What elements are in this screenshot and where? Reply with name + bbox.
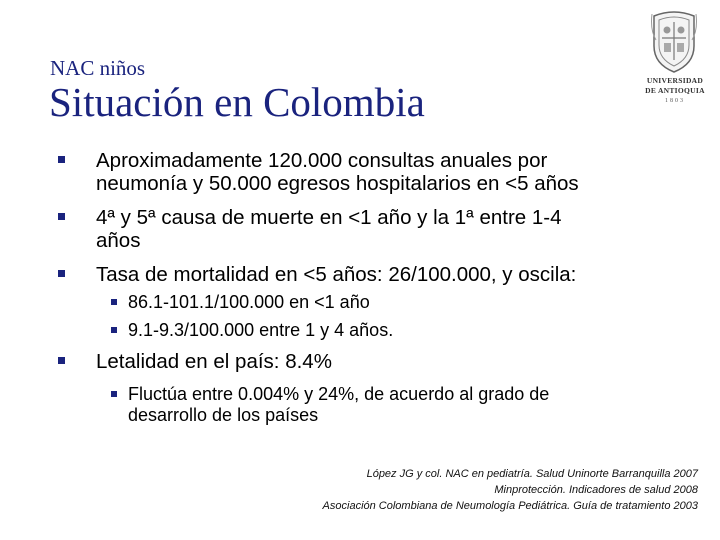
bullet-marker <box>58 156 65 163</box>
sub-bullet-marker <box>111 299 117 305</box>
bullet-2-line-2: años <box>96 229 141 252</box>
reference-2: Minprotección. Indicadores de salud 2008 <box>494 484 698 496</box>
bullet-marker <box>58 357 65 364</box>
slide-title: Situación en Colombia <box>49 79 425 125</box>
university-seal-icon <box>650 10 698 74</box>
bullet-marker <box>58 270 65 277</box>
bullet-4-line-1: Letalidad en el país: 8.4% <box>96 350 332 373</box>
references <box>323 466 698 514</box>
bullet-1-line-1: Aproximadamente 120.000 consultas anuales por <box>96 149 548 172</box>
reference-1: López JG y col. NAC en pediatría. Salud Uninorte Barranquilla 2007 <box>366 468 698 480</box>
bullet-4-sub-1-line-1: Fluctúa entre 0.004% y 24%, de acuerdo al grado de <box>128 384 550 404</box>
logo-line-1: UNIVERSIDAD <box>646 76 704 85</box>
reference-3: Asociación Colombiana de Neumología Pediátrica. Guía de tratamiento 2003 <box>322 500 698 512</box>
bullet-marker <box>58 213 65 220</box>
logo-year: 1803 <box>665 98 685 104</box>
sub-bullet-marker <box>111 327 117 333</box>
bullet-2-line-1: 4ª y 5ª causa de muerte en <1 año y la 1ª entre 1-4 <box>96 206 562 229</box>
slide-kicker: NAC niños <box>50 56 146 80</box>
bullet-4-sub-1-line-2: desarrollo de los países <box>128 405 319 425</box>
bullet-3-line-1: Tasa de mortalidad en <5 años: 26/100.000, y oscila: <box>96 263 577 286</box>
bullet-3-sub-1: 86.1-101.1/100.000 en <1 año <box>128 292 370 312</box>
bullet-3-sub-2: 9.1-9.3/100.000 entre 1 y 4 años. <box>128 320 394 340</box>
logo-line-2: DE ANTIOQUIA <box>645 86 705 95</box>
bullet-1-line-2: neumonía y 50.000 egresos hospitalarios en <5 años <box>96 172 579 195</box>
sub-bullet-marker <box>111 391 117 397</box>
university-logo <box>634 10 716 110</box>
